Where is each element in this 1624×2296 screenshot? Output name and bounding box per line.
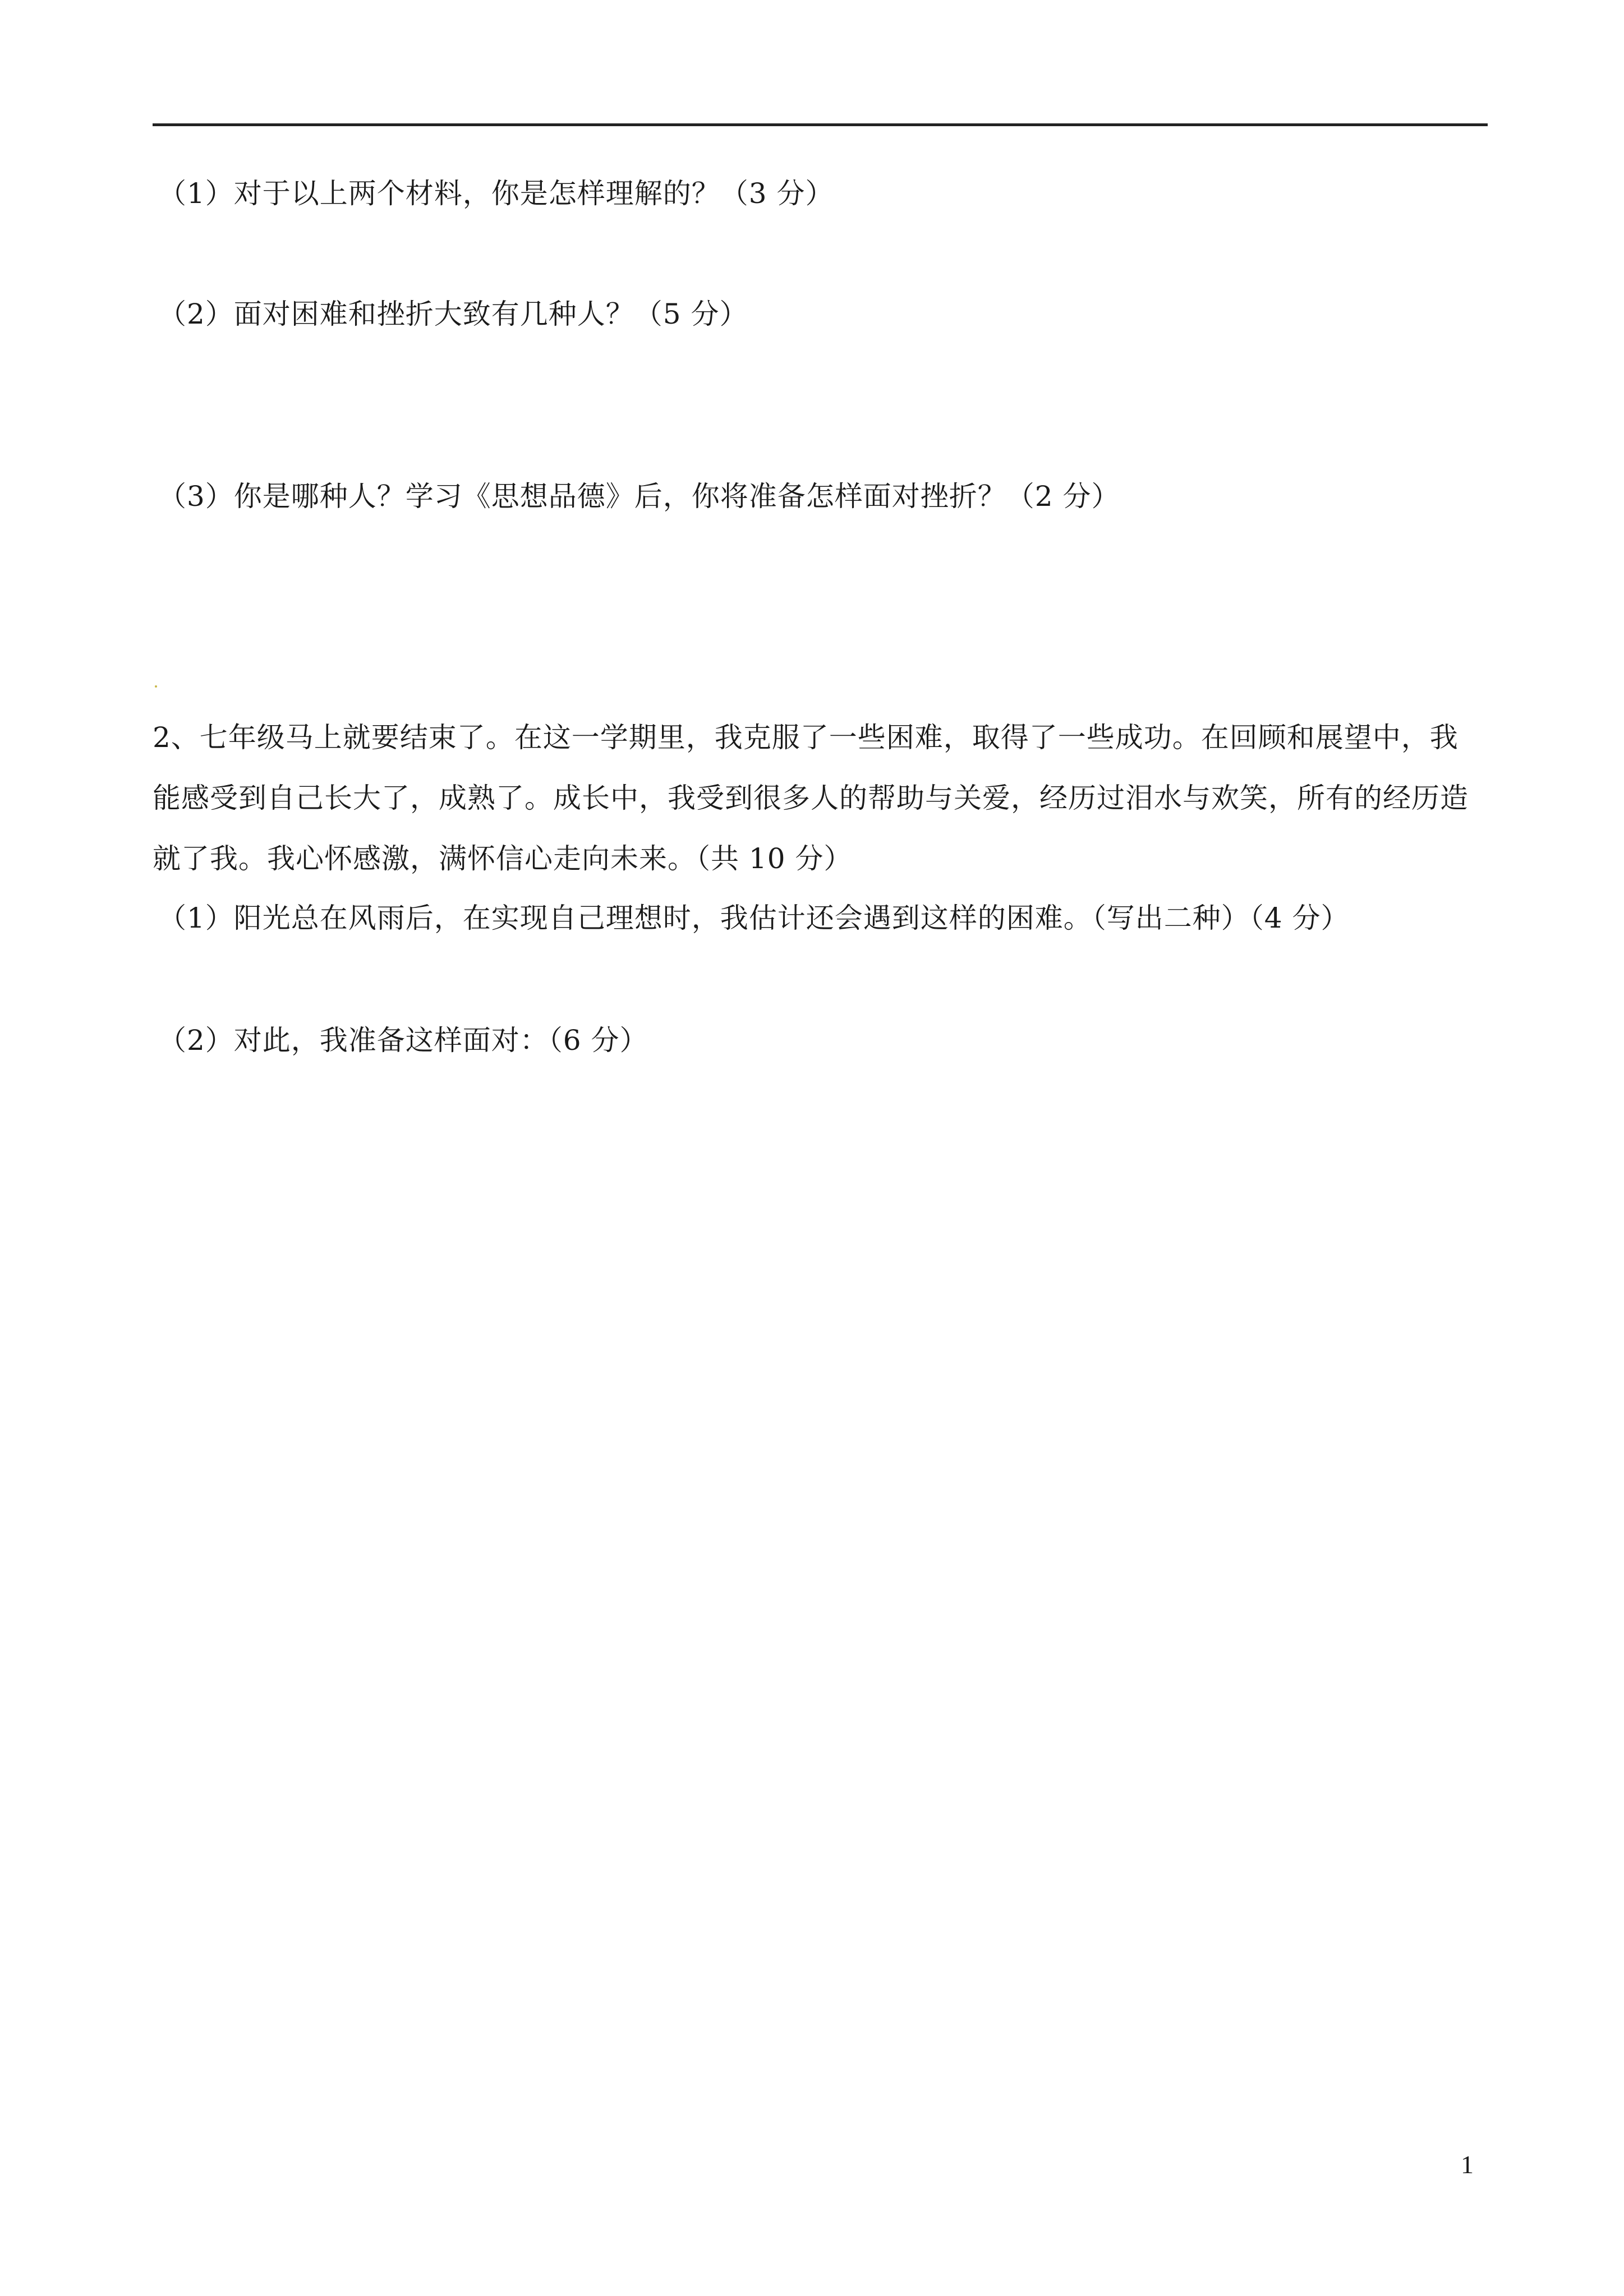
- question-2-2: （2）对此，我准备这样面对：（6 分）: [158, 1024, 648, 1057]
- header-rule: [153, 123, 1488, 126]
- question-1-3: （3）你是哪种人？学习《思想品德》后，你将准备怎样面对挫折？（2 分）: [158, 480, 1120, 513]
- question-2-1: （1）阳光总在风雨后，在实现自己理想时，我估计还会遇到这样的困难。（写出二种）（4 分）: [158, 902, 1350, 934]
- question-2-prompt-line-2: 能感受到自己长大了，成熟了。成长中，我受到很多人的帮助与关爱，经历过泪水与欢笑，所有的经历造: [153, 782, 1469, 814]
- page-number: 1: [1461, 2150, 1474, 2179]
- question-2-prompt-line-1: 2、七年级马上就要结束了。在这一学期里，我克服了一些困难，取得了一些成功。在回顾和展望中，我: [153, 721, 1459, 754]
- question-1-2: （2）面对困难和挫折大致有几种人？（5 分）: [158, 298, 748, 330]
- stray-dot-mark: [155, 685, 157, 688]
- question-2-prompt-line-3: 就了我。我心怀感激，满怀信心走向未来。（共 10 分）: [153, 842, 853, 875]
- question-1-1: （1）对于以上两个材料，你是怎样理解的？（3 分）: [158, 177, 834, 210]
